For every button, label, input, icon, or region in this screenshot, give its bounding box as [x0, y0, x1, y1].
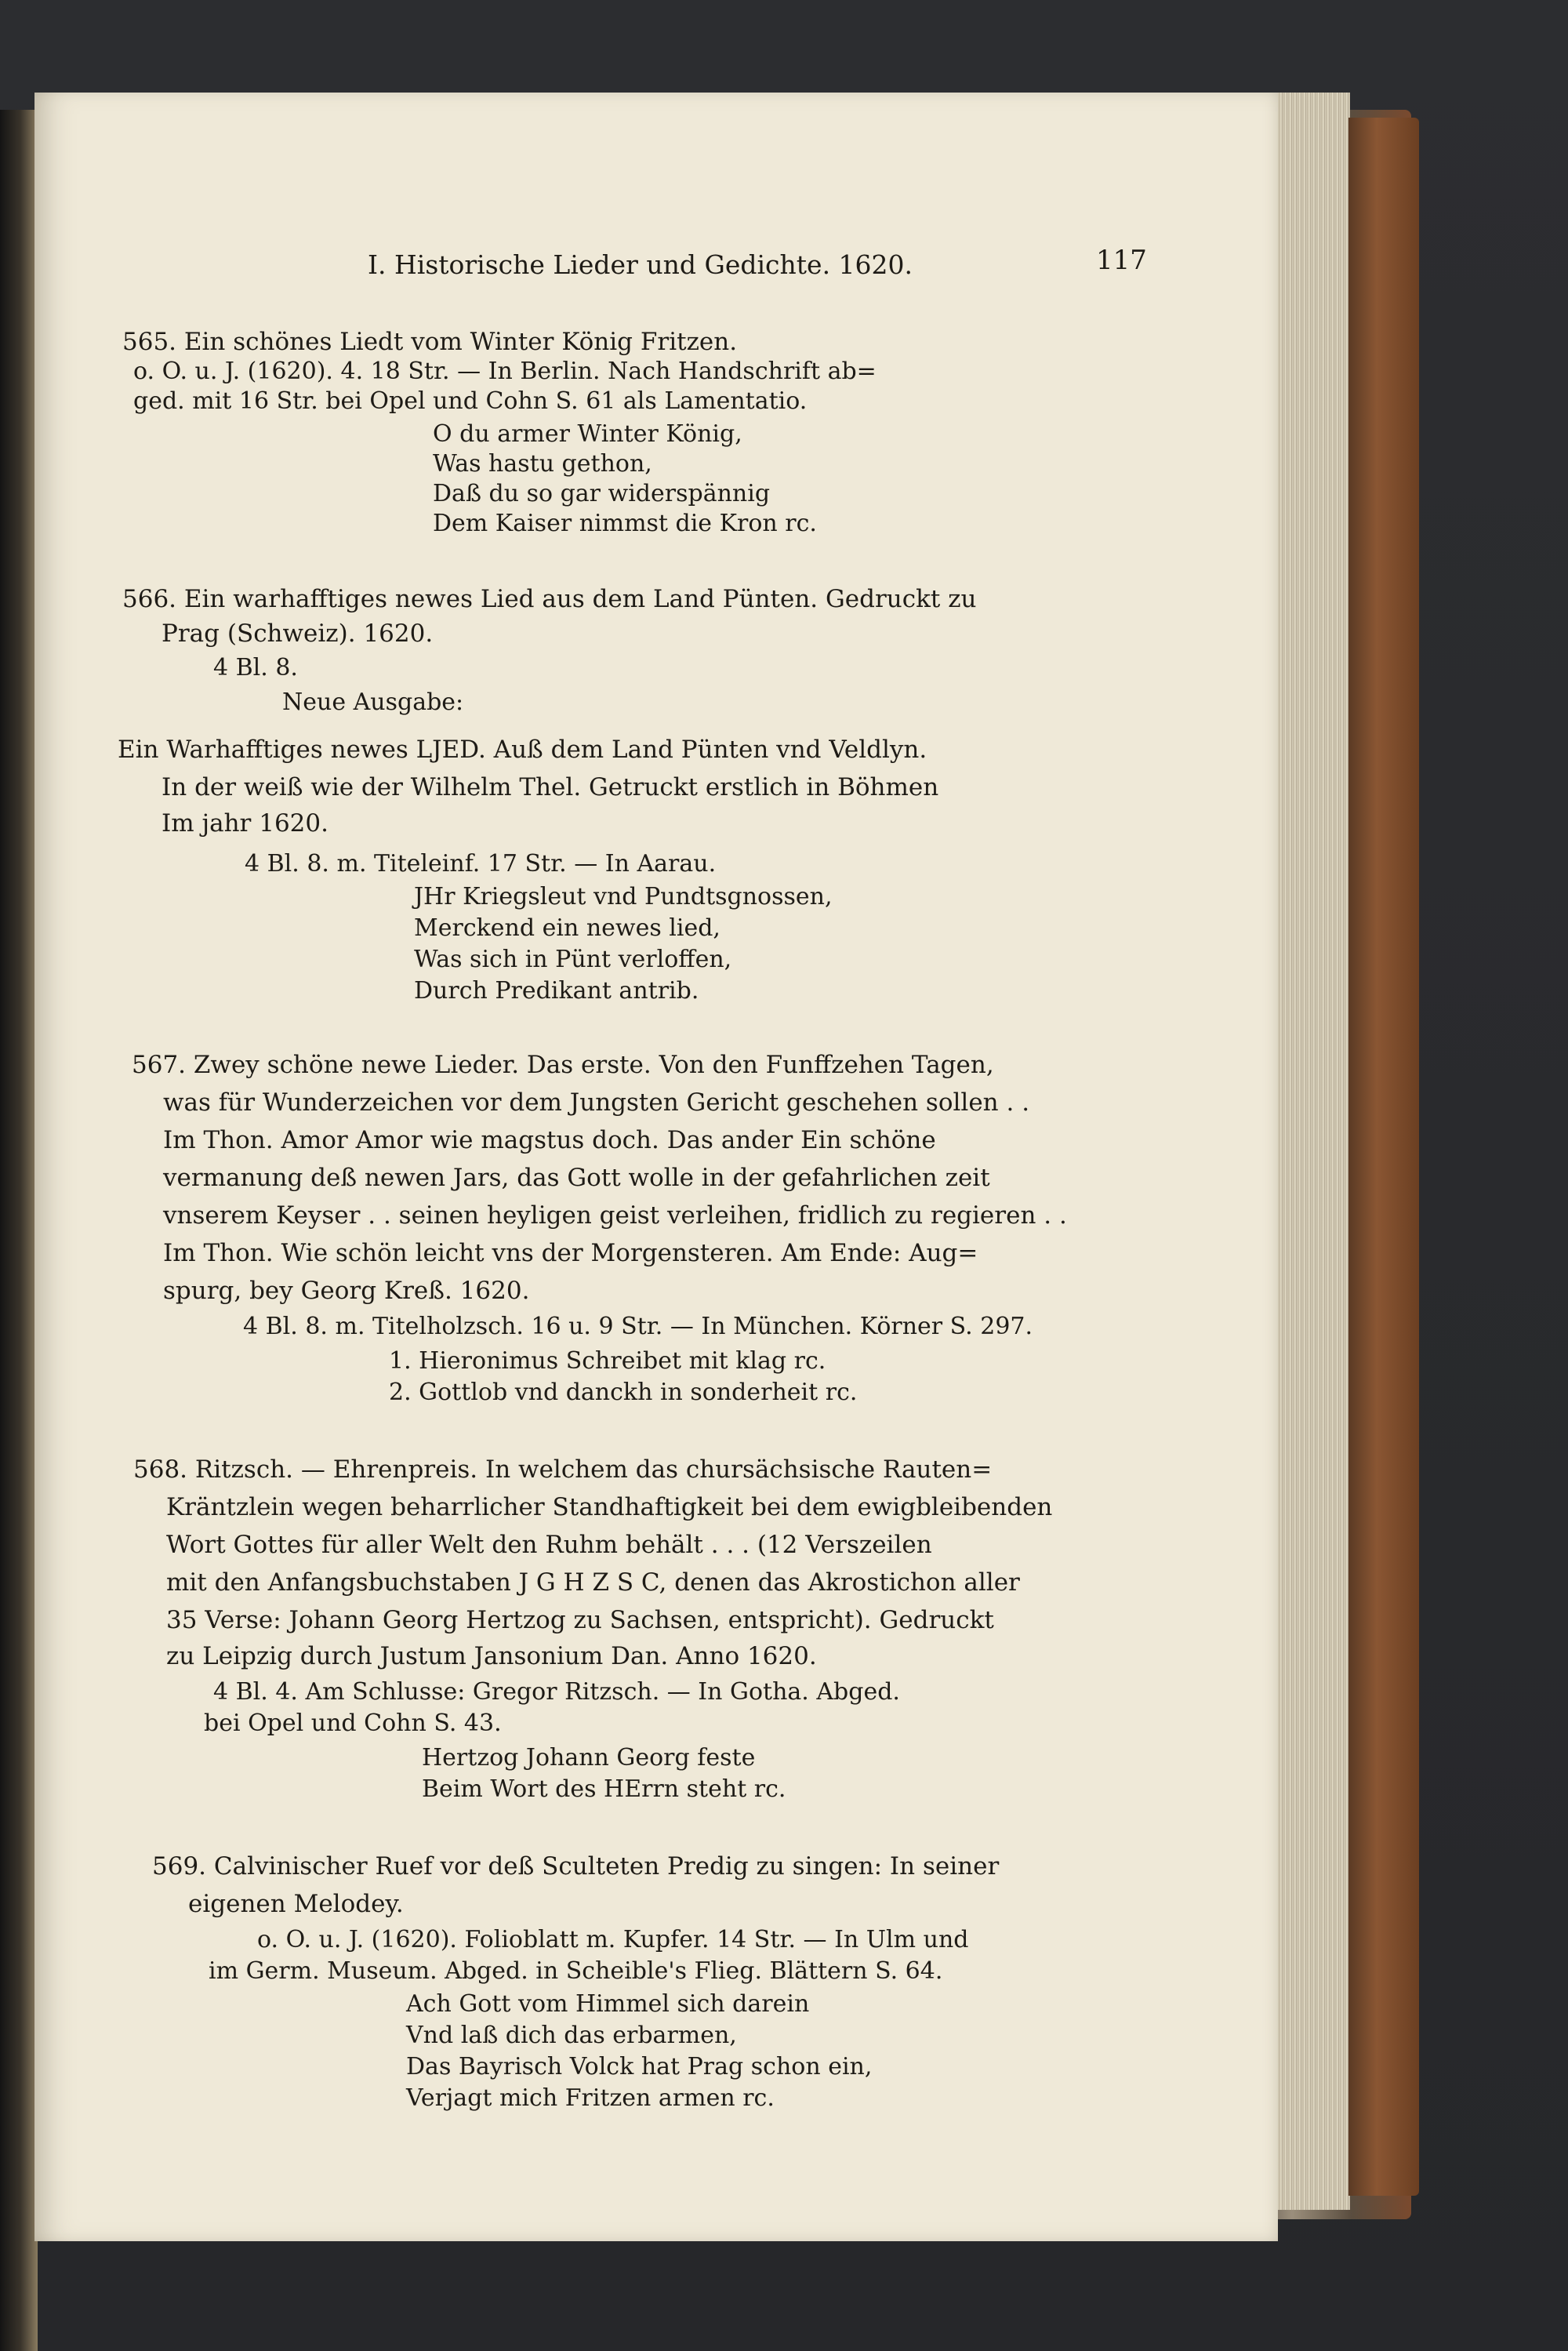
verse-line: Das Bayrisch Volck hat Prag schon ein,	[406, 2053, 873, 2080]
entry-line: Im jahr 1620.	[162, 809, 328, 838]
entry-line: eigenen Melodey.	[188, 1890, 404, 1918]
entry-heading: 565. Ein schönes Liedt vom Winter König Fritzen.	[122, 328, 738, 356]
entry-line: bei Opel und Cohn S. 43.	[204, 1710, 502, 1737]
entry-line: Kräntzlein wegen beharrlicher Standhaftigkeit bei dem ewigbleibenden	[166, 1493, 1053, 1521]
verse-line: Hertzog Johann Georg feste	[422, 1744, 756, 1771]
entry-line: 35 Verse: Johann Georg Hertzog zu Sachsen, entspricht). Gedruckt	[166, 1606, 994, 1634]
entry-line: Wort Gottes für aller Welt den Ruhm behält . . . (12 Verszeilen	[166, 1531, 932, 1559]
verse-line: O du armer Winter König,	[433, 420, 742, 448]
entry-line: vermanung deß newen Jars, das Gott wolle in der gefahrlichen zeit	[163, 1164, 990, 1192]
entry-line: o. O. u. J. (1620). 4. 18 Str. — In Berlin. Nach Handschrift ab=	[133, 358, 877, 385]
entry-line: ged. mit 16 Str. bei Opel und Cohn S. 61 als Lamentatio.	[133, 387, 808, 415]
book-page	[34, 93, 1278, 2241]
verse-line: Dem Kaiser nimmst die Kron rc.	[433, 510, 817, 537]
verse-line: Was sich in Pünt verloffen,	[414, 946, 732, 973]
verse-line: JHr Kriegsleut vnd Pundtsgnossen,	[414, 883, 833, 910]
entry-line: 4 Bl. 8. m. Titelholzsch. 16 u. 9 Str. — In München. Körner S. 297.	[243, 1313, 1033, 1340]
entry-line: o. O. u. J. (1620). Folioblatt m. Kupfer. 14 Str. — In Ulm und	[257, 1926, 969, 1953]
entry-heading: 569. Calvinischer Ruef vor deß Sculteten Predig zu singen: In seiner	[152, 1852, 1000, 1880]
running-title: I. Historische Lieder und Gedichte. 1620.	[368, 249, 913, 280]
entry-line: im Germ. Museum. Abged. in Scheible's Flieg. Blättern S. 64.	[209, 1957, 943, 1985]
entry-line: was für Wunderzeichen vor dem Jungsten Gericht geschehen sollen . .	[163, 1088, 1030, 1117]
entry-line: 4 Bl. 8. m. Titeleinf. 17 Str. — In Aarau.	[245, 850, 717, 878]
entry-line: spurg, bey Georg Kreß. 1620.	[163, 1277, 530, 1305]
entry-line: Prag (Schweiz). 1620.	[162, 620, 434, 648]
entry-line: Neue Ausgabe:	[282, 689, 464, 716]
entry-heading: 567. Zwey schöne newe Lieder. Das erste. Von den Funffzehen Tagen,	[132, 1051, 994, 1079]
verse-line: Vnd laß dich das erbarmen,	[406, 2022, 737, 2049]
left-page-edge	[0, 110, 38, 2351]
verse-line: 2. Gottlob vnd danckh in sonderheit rc.	[389, 1379, 858, 1406]
verse-line: Daß du so gar widerspännig	[433, 480, 771, 507]
verse-line: Verjagt mich Fritzen armen rc.	[406, 2084, 775, 2112]
entry-line: vnserem Keyser . . seinen heyligen geist verleihen, fridlich zu regieren . .	[163, 1201, 1067, 1230]
entry-line: 4 Bl. 8.	[213, 654, 298, 681]
entry-line: Im Thon. Wie schön leicht vns der Morgensteren. Am Ende: Aug=	[163, 1239, 978, 1267]
verse-line: Beim Wort des HErrn steht rc.	[422, 1775, 786, 1803]
entry-line: zu Leipzig durch Justum Jansonium Dan. Anno 1620.	[166, 1642, 817, 1670]
entry-line: Ein Warhafftiges newes LJED. Auß dem Land Pünten vnd Veldlyn.	[118, 736, 927, 764]
verse-line: 1. Hieronimus Schreibet mit klag rc.	[389, 1347, 826, 1375]
page-number: 117	[1096, 245, 1147, 276]
entry-heading: 568. Ritzsch. — Ehrenpreis. In welchem das chursächsische Rauten=	[133, 1455, 993, 1484]
entry-line: mit den Anfangsbuchstaben J G H Z S C, denen das Akrostichon aller	[166, 1568, 1020, 1597]
verse-line: Durch Predikant antrib.	[414, 977, 699, 1005]
entry-line: 4 Bl. 4. Am Schlusse: Gregor Ritzsch. — In Gotha. Abged.	[213, 1678, 900, 1706]
entry-heading: 566. Ein warhafftiges newes Lied aus dem Land Pünten. Gedruckt zu	[122, 585, 977, 613]
verse-line: Merckend ein newes lied,	[414, 914, 720, 942]
entry-line: Im Thon. Amor Amor wie magstus doch. Das ander Ein schöne	[163, 1126, 936, 1154]
entry-line: In der weiß wie der Wilhelm Thel. Getruckt erstlich in Böhmen	[162, 773, 939, 801]
book-cover-edge	[1348, 118, 1419, 2196]
verse-line: Ach Gott vom Himmel sich darein	[406, 1990, 810, 2018]
verse-line: Was hastu gethon,	[433, 450, 652, 478]
